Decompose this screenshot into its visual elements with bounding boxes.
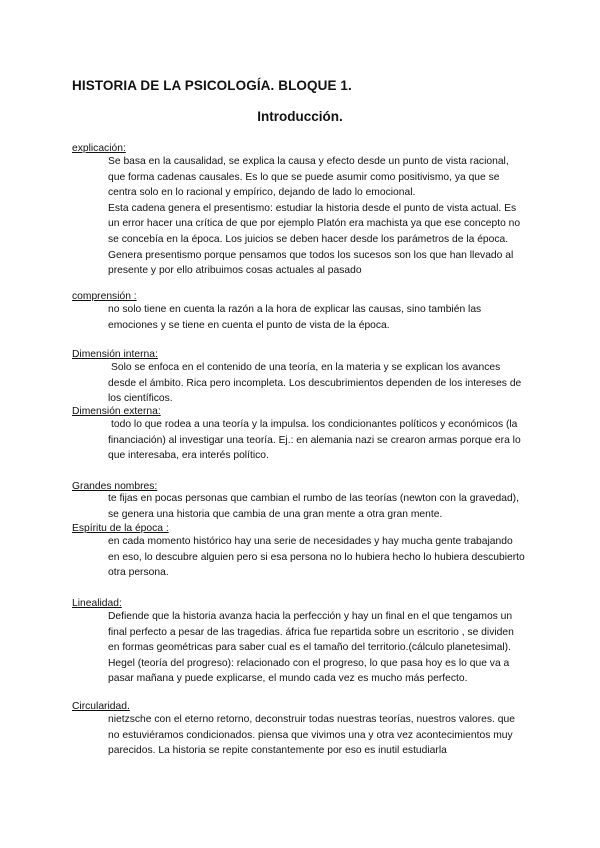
paragraph: Se basa en la causalidad, se explica la causa y efecto desde un punto de vista racional, que forma cadenas causales. Es lo que se puede asumir como positivismo, ya que se centra solo en lo racional y empírico, dejando de lado lo emocional. — [108, 156, 509, 199]
paragraph: todo lo que rodea a una teoría y la impulsa. los condicionantes políticos y económicos (la financiación) al investigar una teoría. Ej.: en alemania nazi se crearon armas porque era lo que interesaba, era interés político. — [108, 419, 521, 462]
paragraph: Defiende que la historia avanza hacia la perfección y hay un final en el que tengamos un final perfecto a pesar de las tragedias. áfrica fue repartida sobre un escritorio , se dividen en formas geométricas para saber cual es el tamaño del territorio.(cálculo planetesimal). Hegel (teoría del progreso): relacionado con el progreso, lo que pasa hoy es lo que va a pasar mañana y puede explicarse, el mundo cada vez es mucho más perfecto. — [108, 611, 514, 685]
heading-dimension-interna: Dimensión interna: — [72, 349, 158, 360]
body-comprension — [108, 302, 526, 333]
body-espiritu-epoca — [108, 534, 526, 581]
body-linealidad — [108, 609, 526, 687]
paragraph: te fijas en pocas personas que cambian el rumbo de las teorías (newton con la gravedad), se genera una historia que cambia de una gran mente a otra gran mente. — [108, 493, 519, 520]
document-subtitle: Introducción. — [257, 109, 343, 124]
heading-grandes-nombres: Grandes nombres: — [72, 481, 158, 492]
document-title: HISTORIA DE LA PSICOLOGÍA. BLOQUE 1. — [72, 78, 352, 93]
paragraph: nietzsche con el eterno retorno, deconstruir todas nuestras teorías, nuestros valores. que no estuviéramos condicionados. piensa que vivimos una y otra vez acontecimientos muy parecidos. La historia se repite constantemente por eso es inutil estudiarla — [108, 714, 515, 757]
paragraph: Esta cadena genera el presentismo: estudiar la historia desde el punto de vista actual. Es un error hacer una crítica de que por ejemplo Platón era machista ya que ese concepto no se concebía en la época. Los juicios se deben hacer desde los parámetros de la época. Genera presentismo porque pensamos que todos los sucesos son los que han llevado al presente y por ello atribuimos cosas actuales al pasado — [108, 202, 521, 277]
heading-comprension: comprensión : — [72, 291, 137, 302]
heading-espiritu-epoca: Espíritu de la época : — [72, 523, 169, 534]
body-grandes-nombres — [108, 491, 526, 522]
paragraph: no solo tiene en cuenta la razón a la hora de explicar las causas, sino también las emociones y se tiene en cuenta el punto de vista de la época. — [108, 304, 482, 331]
heading-dimension-externa: Dimensión externa: — [72, 406, 161, 417]
heading-explicacion: explicación: — [72, 143, 126, 154]
body-dimension-externa — [108, 417, 526, 464]
body-dimension-interna — [108, 360, 526, 407]
heading-linealidad: Linealidad: — [72, 598, 122, 609]
paragraph: en cada momento histórico hay una serie de necesidades y hay mucha gente trabajando en eso, lo descubre alguien pero si esa persona no lo hubiera hecho lo hubiera descubierto otra persona. — [108, 536, 525, 579]
body-explicacion — [108, 154, 526, 279]
heading-circularidad: Circularidad. — [72, 701, 130, 712]
paragraph: Solo se enfoca en el contenido de una teoría, en la materia y se explican los avances desde el ámbito. Rica pero incompleta. Los descubrimientos dependen de los intereses de los científicos. — [108, 362, 522, 405]
body-circularidad — [108, 712, 526, 759]
